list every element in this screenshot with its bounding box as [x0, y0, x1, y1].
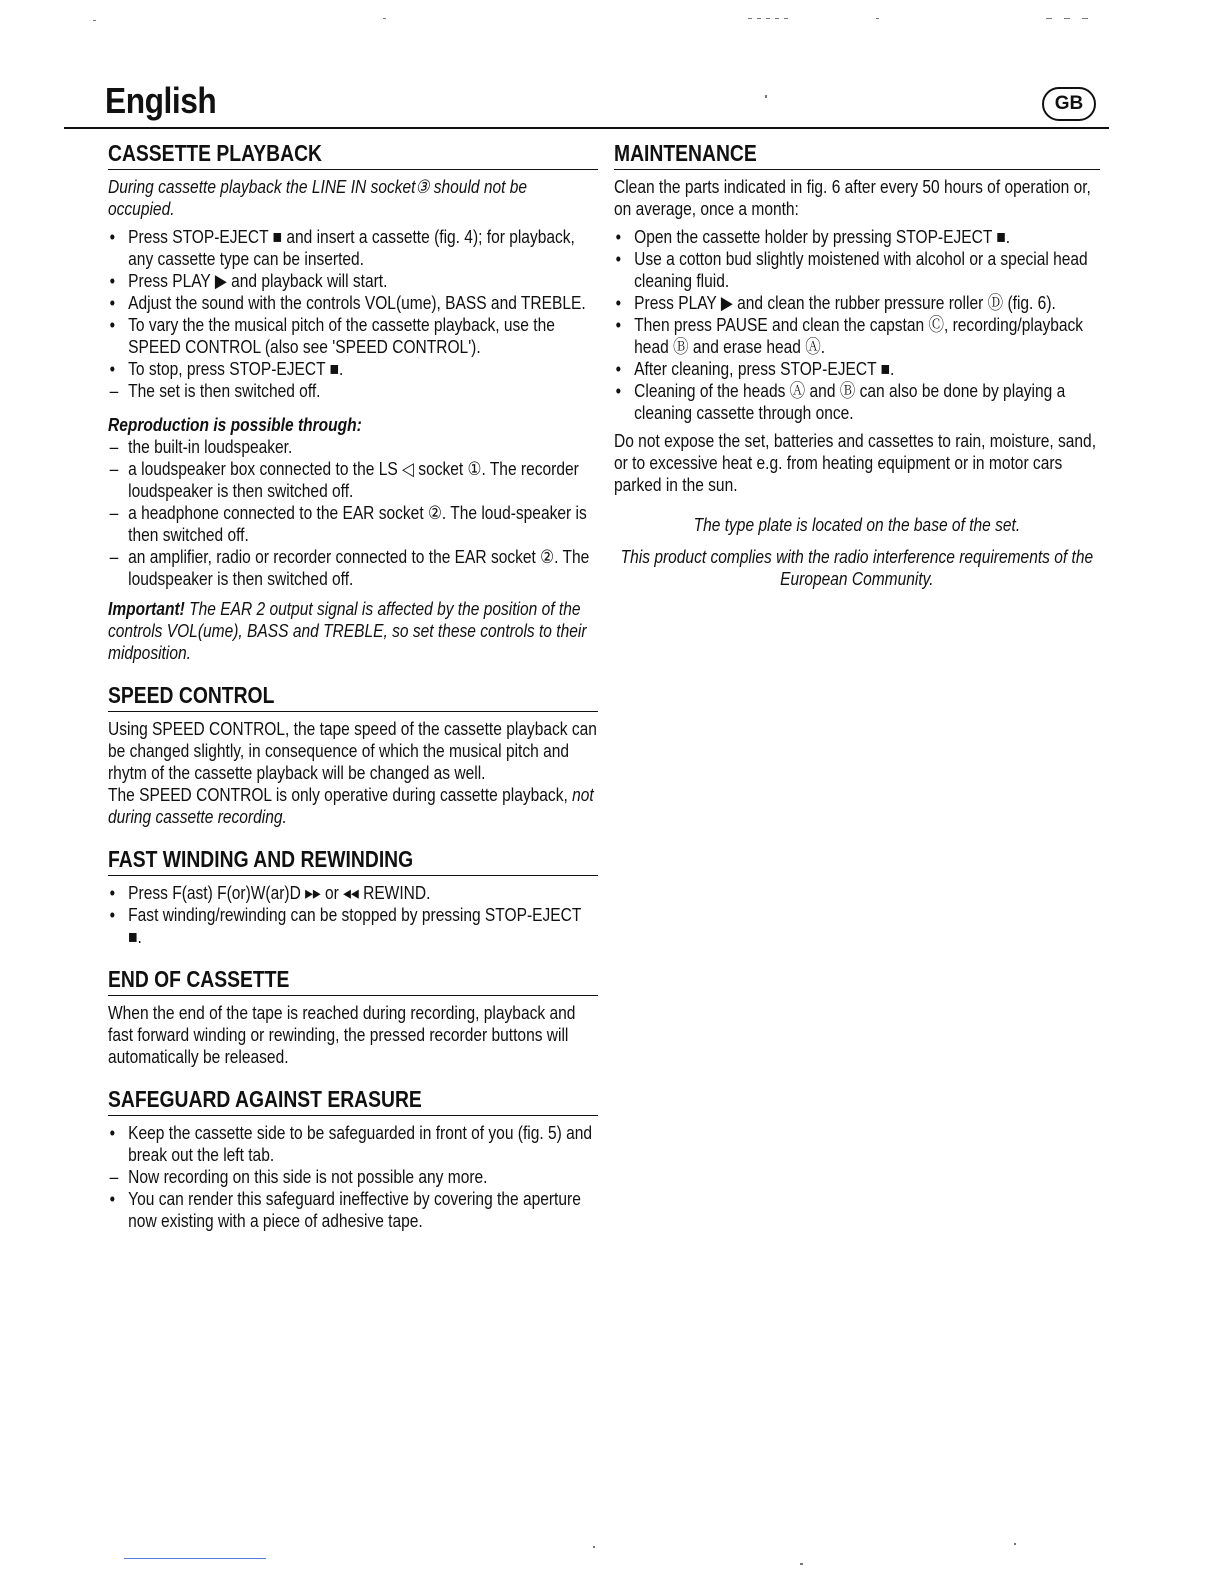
fast-winding-section [108, 846, 598, 948]
list-item: – an amplifier, radio or recorder connected to the EAR socket ②. The loudspeaker is then switched off. [109, 546, 590, 589]
list-item: • Open the cassette holder by pressing STOP-EJECT ■. [615, 226, 1011, 247]
type-plate-note: The type plate is located on the base of the set. [693, 514, 1021, 535]
scan-speck [765, 95, 767, 98]
list-item: • Press STOP-EJECT ■ and insert a cassette (fig. 4); for playback, any cassette type can be inserted. [109, 226, 575, 269]
list-item: • Fast winding/rewinding can be stopped by pressing STOP-EJECT ■. [109, 904, 582, 947]
section-heading: FAST WINDING AND REWINDING [108, 846, 598, 876]
scan-speck [748, 18, 788, 19]
scan-speck [93, 20, 96, 21]
safeguard-section [108, 1086, 598, 1232]
scan-speck [383, 18, 386, 19]
important-note: Important! The EAR 2 output signal is affected by the position of the controls VOL(ume), BASS and TREBLE, so set these controls to their midposition. [108, 598, 587, 663]
list-item: – a loudspeaker box connected to the LS ◁ socket ①. The recorder loudspeaker is then switched off. [109, 458, 579, 501]
playback-steps [108, 226, 598, 402]
maintenance-steps [614, 226, 1100, 424]
list-item: • To stop, press STOP-EJECT ■. [109, 358, 344, 379]
paragraph: The SPEED CONTROL is only operative during cassette playback, not during cassette recording. [108, 784, 594, 827]
speed-control-section [108, 682, 598, 828]
section-heading: MAINTENANCE [614, 140, 1100, 170]
list-item: • Keep the cassette side to be safeguarded in front of you (fig. 5) and break out the left tab. [109, 1122, 593, 1165]
list-item: • Cleaning of the heads Ⓐ and Ⓑ can also be done by playing a cleaning cassette through once. [615, 380, 1066, 423]
list-item: – a headphone connected to the EAR socket ②. The loud-speaker is then switched off. [109, 502, 587, 545]
paragraph: Using SPEED CONTROL, the tape speed of the cassette playback can be changed slightly, in consequence of which the musical pitch and rhytm of the cassette playback will be changed as well. [108, 718, 597, 783]
paragraph: When the end of the tape is reached during recording, playback and fast forward winding or rewinding, the pressed recorder buttons will automatically be released. [108, 1002, 576, 1067]
scan-speck [593, 1546, 595, 1548]
list-item: • Press F(ast) F(or)W(ar)D ▸▸ or ◂◂ REWIND. [109, 882, 431, 903]
reproduction-list [108, 436, 598, 590]
scan-speck [876, 18, 879, 19]
intro-paragraph: Clean the parts indicated in fig. 6 after every 50 hours of operation or, on average, once a month: [614, 176, 1091, 219]
title-divider [64, 127, 1109, 129]
language-badge: GB [1042, 87, 1096, 121]
footer-rule [124, 1558, 266, 1559]
scan-speck [1014, 1543, 1016, 1545]
list-item: – Now recording on this side is not possible any more. [109, 1166, 488, 1187]
safeguard-steps [108, 1122, 598, 1232]
list-item: • After cleaning, press STOP-EJECT ■. [615, 358, 895, 379]
list-item: • Adjust the sound with the controls VOL(ume), BASS and TREBLE. [109, 292, 586, 313]
end-of-cassette-section [108, 966, 598, 1068]
right-column [614, 140, 1100, 608]
list-item: • Press PLAY ▶ and clean the rubber pressure roller Ⓓ (fig. 6). [615, 292, 1056, 313]
list-item: – The set is then switched off. [109, 380, 321, 401]
warning-paragraph: Do not expose the set, batteries and cassettes to rain, moisture, sand, or to excessive heat e.g. from heating equipment or in motor cars parked in the sun. [614, 430, 1097, 495]
compliance-note: This product complies with the radio interference requirements of the European Community. [620, 546, 1094, 589]
section-heading: CASSETTE PLAYBACK [108, 140, 598, 170]
list-item: • You can render this safeguard ineffective by covering the aperture now existing with a piece of adhesive tape. [109, 1188, 581, 1231]
maintenance-section [614, 140, 1100, 590]
list-item: • Press PLAY ▶ and playback will start. [109, 270, 388, 291]
section-heading: SPEED CONTROL [108, 682, 598, 712]
page-title: English [105, 80, 217, 121]
cassette-playback-section [108, 140, 598, 664]
list-item: • Then press PAUSE and clean the capstan Ⓒ, recording/playback head Ⓑ and erase head Ⓐ. [615, 314, 1084, 357]
list-item: • To vary the the musical pitch of the cassette playback, use the SPEED CONTROL (also see 'SPEED CONTROL'). [109, 314, 555, 357]
winding-steps [108, 882, 598, 948]
scan-speck [800, 1563, 803, 1565]
list-item: – the built-in loudspeaker. [109, 436, 293, 457]
scan-speck [1046, 18, 1100, 19]
section-heading: END OF CASSETTE [108, 966, 598, 996]
list-item: • Use a cotton bud slightly moistened with alcohol or a special head cleaning fluid. [615, 248, 1088, 291]
section-heading: SAFEGUARD AGAINST ERASURE [108, 1086, 598, 1116]
left-column [108, 140, 598, 1250]
intro-note: During cassette playback the LINE IN socket③ should not be occupied. [108, 176, 528, 219]
reproduction-heading: Reproduction is possible through: [108, 414, 362, 435]
